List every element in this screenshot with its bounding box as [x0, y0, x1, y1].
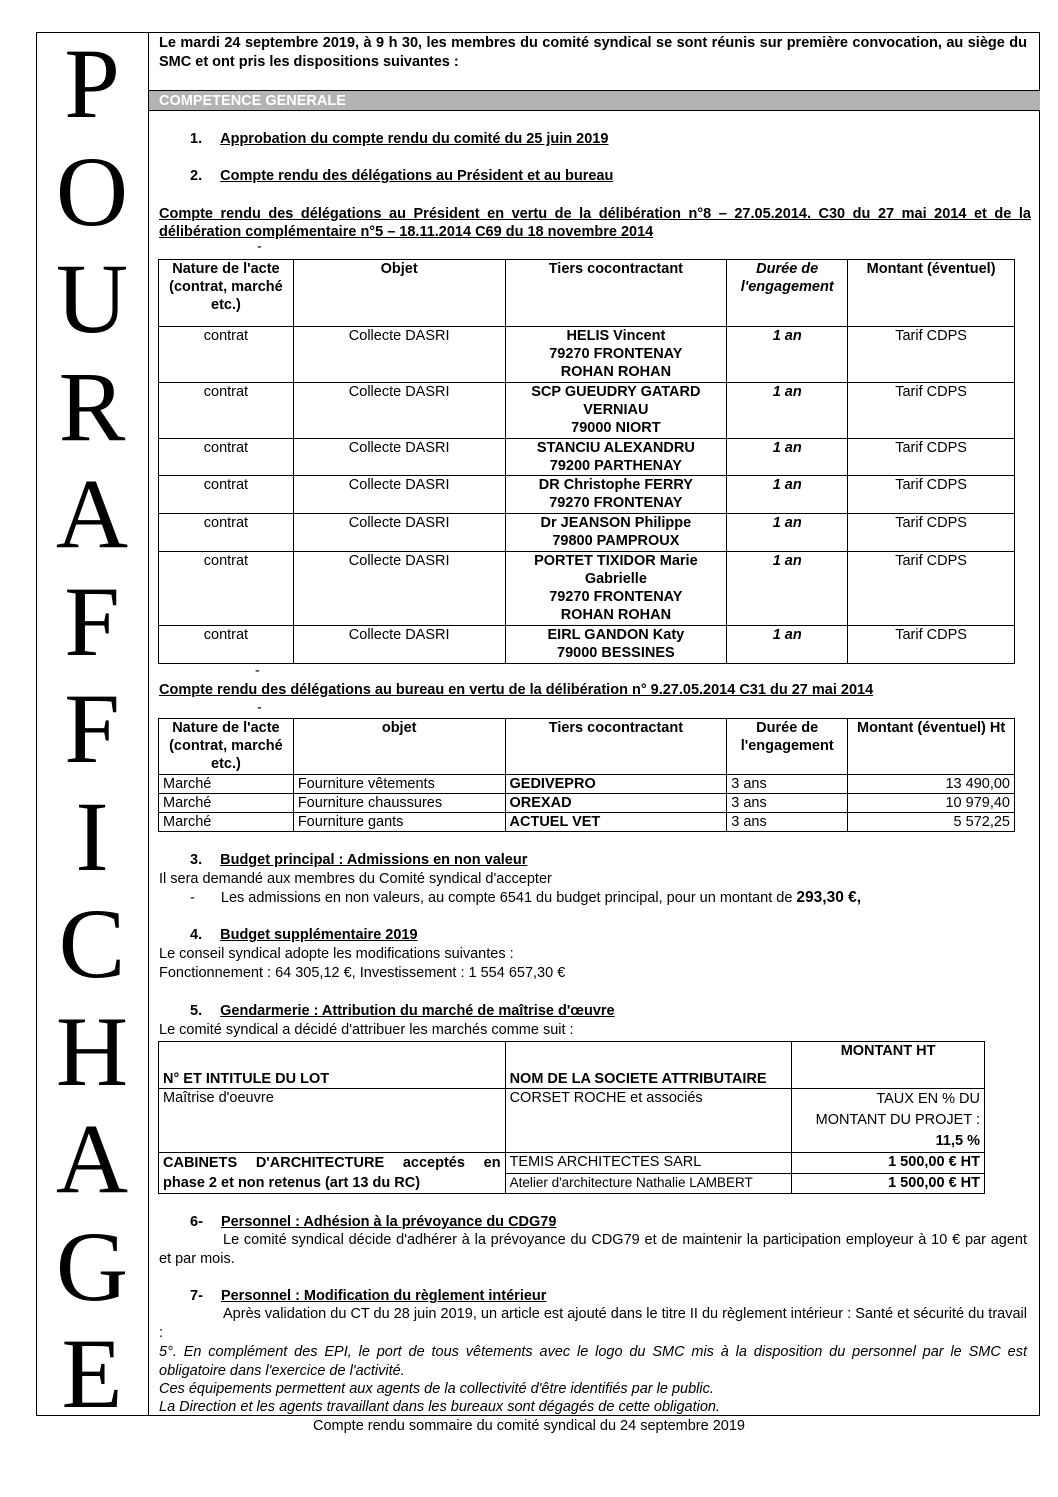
cell-montant: 10 979,40 — [848, 794, 1015, 813]
cell-tiers: OREXAD — [505, 794, 727, 813]
table-header-row — [159, 719, 1015, 775]
table-row — [159, 439, 1015, 476]
item-number: 7- — [190, 1288, 203, 1304]
cell-objet: Collecte DASRI — [293, 476, 505, 514]
cell-tiers — [505, 626, 727, 664]
col-header: objet — [293, 719, 505, 775]
cell-montant: Tarif CDPS — [848, 626, 1015, 664]
item-title: Personnel : Modification du règlement intérieur — [220, 1288, 547, 1304]
cell-nature: contrat — [159, 552, 294, 626]
vertical-letter: U — [55, 243, 129, 354]
tiers-line: ROHAN ROHAN — [560, 364, 672, 380]
table-row — [159, 794, 1015, 813]
cell-tiers — [505, 439, 727, 476]
vertical-letter: P — [64, 28, 120, 139]
cell-duree: 1 an — [727, 552, 848, 626]
cell-tiers: GEDIVEPRO — [505, 775, 727, 794]
tiers-line: 79000 BESSINES — [557, 645, 675, 661]
item-4-text: Le conseil syndical adopte les modifications suivantes : — [159, 946, 514, 962]
item-number: 4. — [190, 927, 203, 943]
tiers-line: VERNIAU — [583, 402, 649, 418]
item-number: 2. — [190, 168, 203, 184]
dash: - — [255, 663, 260, 679]
cell-duree: 1 an — [727, 327, 848, 383]
item-7-italic-1: 5°. En complément des EPI, le port de tous vêtements avec le logo du SMC mis à la disposition du personnel par le SMC est obligatoire dans l'exercice de l'activité. — [159, 1344, 1027, 1379]
item-number: 5. — [190, 1003, 203, 1019]
deleg-bureau-title: Compte rendu des délégations au bureau en vertu de la délibération n° 9.27.05.2014 C31 du 27 mai 2014 — [159, 682, 874, 698]
table-row — [159, 813, 1015, 832]
table-row — [159, 1153, 985, 1174]
tiers-line: HELIS Vincent — [566, 328, 666, 344]
cell-societe: TEMIS ARCHITECTES SARL — [505, 1153, 792, 1174]
item-5 — [190, 1003, 615, 1019]
col-header: Objet — [293, 260, 505, 327]
item-title: Approbation du compte rendu du comité du 25 juin 2019 — [220, 131, 609, 147]
cell-tiers — [505, 327, 727, 383]
montant-line: TAUX EN % DU — [876, 1091, 980, 1107]
tiers-line: ROHAN ROHAN — [560, 607, 672, 623]
table-row — [159, 514, 1015, 552]
cell-montant: 5 572,25 — [848, 813, 1015, 832]
item-number: 1. — [190, 131, 203, 147]
cell-tiers — [505, 514, 727, 552]
vertical-letter: G — [55, 1210, 129, 1322]
montant-line: MONTANT DU PROJET : — [815, 1112, 980, 1128]
cell-montant: 1 500,00 € HT — [792, 1153, 985, 1174]
bullet-amount: 293,30 €, — [796, 889, 862, 906]
tiers-line: EIRL GANDON Katy — [547, 627, 685, 643]
cell-montant: 1 500,00 € HT — [792, 1173, 985, 1194]
cell-duree: 3 ans — [727, 813, 848, 832]
cell-lot: CABINETS D'ARCHITECTURE acceptés en phase 2 et non retenus (art 13 du RC) — [159, 1153, 506, 1194]
cell-duree: 1 an — [727, 383, 848, 439]
cell-tiers — [505, 476, 727, 514]
cell-nature: contrat — [159, 476, 294, 514]
marche-attribution-table — [158, 1041, 985, 1194]
dash: - — [257, 700, 262, 716]
cell-duree: 3 ans — [727, 794, 848, 813]
item-7-italic-2: Ces équipements permettent aux agents de la collectivité d'être identifiés par le public. — [159, 1381, 714, 1397]
cell-montant: Tarif CDPS — [848, 383, 1015, 439]
tiers-line: 79000 NIORT — [571, 420, 661, 436]
table-row — [159, 626, 1015, 664]
cell-objet: Collecte DASRI — [293, 626, 505, 664]
table-header-row — [159, 260, 1015, 327]
cell-duree: 1 an — [727, 514, 848, 552]
item-3-text: Il sera demandé aux membres du Comité syndical d'accepter — [159, 871, 552, 887]
cell-objet: Collecte DASRI — [293, 383, 505, 439]
tiers-line: Gabrielle — [584, 571, 647, 587]
table-row — [159, 552, 1015, 626]
table-row — [159, 775, 1015, 794]
tiers-line: 79270 FRONTENAY — [549, 495, 683, 511]
tiers-line: 79270 FRONTENAY — [549, 346, 683, 362]
cell-objet: Fourniture chaussures — [293, 794, 505, 813]
table-row — [159, 476, 1015, 514]
cell-nature: contrat — [159, 439, 294, 476]
item-3 — [190, 852, 527, 868]
cell-objet: Fourniture gants — [293, 813, 505, 832]
item-7-text: Après validation du CT du 28 juin 2019, un article est ajouté dans le titre II du règlement intérieur : Santé et sécurité du travail : — [159, 1306, 1027, 1341]
item-1 — [190, 131, 608, 147]
col-header: Tiers cocontractant — [505, 260, 727, 327]
vertical-letter: A — [55, 458, 129, 569]
cell-societe: CORSET ROCHE et associés — [505, 1089, 792, 1153]
vertical-letter: C — [58, 888, 126, 999]
cell-nature: contrat — [159, 626, 294, 664]
section-banner: COMPETENCE GENERALE — [149, 91, 1040, 111]
table-row — [159, 1089, 985, 1153]
table-row — [159, 383, 1015, 439]
item-4-detail: Fonctionnement : 64 305,12 €, Investissement : 1 554 657,30 € — [159, 965, 566, 981]
item-title: Budget supplémentaire 2019 — [220, 927, 418, 943]
cell-tiers — [505, 383, 727, 439]
cell-objet: Collecte DASRI — [293, 439, 505, 476]
cell-societe: Atelier d'architecture Nathalie LAMBERT — [505, 1173, 792, 1194]
item-title: Gendarmerie : Attribution du marché de maîtrise d'œuvre — [220, 1003, 615, 1019]
cell-objet: Collecte DASRI — [293, 514, 505, 552]
deleg-president-title: Compte rendu des délégations au Président en vertu de la délibération n°8 – 27.05.2014. C30 du 27 mai 2014 et de la délibération complémentaire n°5 – 18.11.2014 C69 du 18 novembre 2014 — [159, 206, 1031, 240]
montant-line: 11,5 % — [935, 1133, 980, 1149]
vertical-letter: O — [55, 135, 129, 247]
col-header: Nature de l'acte (contrat, marché etc.) — [159, 260, 294, 327]
col-header: N° ET INTITULE DU LOT — [159, 1042, 506, 1089]
item-7 — [190, 1288, 546, 1304]
cell-montant: Tarif CDPS — [848, 476, 1015, 514]
item-7-italic-3: La Direction et les agents travaillant dans les bureaux sont dégagés de cette obligation. — [159, 1399, 721, 1415]
cell-duree: 1 an — [727, 476, 848, 514]
item-6 — [190, 1214, 556, 1230]
col-header: Durée de l'engagement — [727, 719, 848, 775]
cell-objet: Fourniture vêtements — [293, 775, 505, 794]
item-title: Budget principal : Admissions en non valeur — [220, 852, 528, 868]
president-delegations-table — [158, 259, 1015, 664]
tiers-line: STANCIU ALEXANDRU — [536, 440, 695, 456]
cell-tiers — [505, 552, 727, 626]
cell-montant: Tarif CDPS — [848, 514, 1015, 552]
bureau-delegations-table — [158, 718, 1015, 832]
bullet-dash: - — [190, 890, 195, 906]
cell-lot: Maîtrise d'oeuvre — [159, 1089, 506, 1153]
vertical-letter: H — [55, 995, 129, 1107]
vertical-letter: I — [75, 780, 109, 892]
item-4 — [190, 927, 418, 943]
cell-montant: 13 490,00 — [848, 775, 1015, 794]
item-6-text: Le comité syndical décide d'adhérer à la prévoyance du CDG79 et de maintenir la participation employeur à 10 € par agent et par mois. — [159, 1232, 1027, 1267]
col-header: NOM DE LA SOCIETE ATTRIBUTAIRE — [505, 1042, 792, 1089]
cell-montant: Tarif CDPS — [848, 552, 1015, 626]
cell-montant: Tarif CDPS — [848, 327, 1015, 383]
vertical-title — [40, 30, 144, 1428]
item-number: 3. — [190, 852, 203, 868]
col-header: Durée de l'engagement — [727, 260, 848, 327]
col-header: Tiers cocontractant — [505, 719, 727, 775]
cell-duree: 1 an — [727, 626, 848, 664]
table-header-row — [159, 1042, 985, 1089]
table-row — [159, 327, 1015, 383]
column-divider — [148, 32, 149, 1416]
cell-tiers: ACTUEL VET — [505, 813, 727, 832]
tiers-line: Dr JEANSON Philippe — [540, 515, 692, 531]
tiers-line: SCP GUEUDRY GATARD — [531, 384, 701, 400]
item-title: Personnel : Adhésion à la prévoyance du CDG79 — [220, 1214, 557, 1230]
dash: - — [257, 239, 262, 255]
tiers-line: PORTET TIXIDOR Marie — [534, 553, 698, 569]
item-5-text: Le comité syndical a décidé d'attribuer les marchés comme suit : — [159, 1022, 574, 1038]
intro-text: Le mardi 24 septembre 2019, à 9 h 30, les membres du comité syndical se sont réunis sur première convocation, au siège du SMC et ont pris les dispositions suivantes : — [159, 35, 1027, 70]
cell-duree: 1 an — [727, 439, 848, 476]
cell-objet: Collecte DASRI — [293, 552, 505, 626]
cell-duree: 3 ans — [727, 775, 848, 794]
tiers-line: DR Christophe FERRY — [538, 477, 693, 493]
item-title: Compte rendu des délégations au Président et au bureau — [220, 168, 614, 184]
item-number: 6- — [190, 1214, 203, 1230]
col-header: Montant (éventuel) Ht — [848, 719, 1015, 775]
vertical-letter: F — [64, 673, 120, 784]
cell-nature: Marché — [159, 813, 294, 832]
cell-objet: Collecte DASRI — [293, 327, 505, 383]
tiers-line: 79200 PARTHENAY — [549, 458, 682, 474]
vertical-letter: R — [58, 350, 126, 462]
bullet-text: Les admissions en non valeurs, au compte 6541 du budget principal, pour un montant de — [220, 890, 793, 906]
cell-nature: Marché — [159, 775, 294, 794]
cell-nature: contrat — [159, 383, 294, 439]
col-header: Nature de l'acte (contrat, marché etc.) — [159, 719, 294, 775]
tiers-line: 79270 FRONTENAY — [549, 589, 683, 605]
cell-nature: Marché — [159, 794, 294, 813]
cell-nature: contrat — [159, 514, 294, 552]
cell-montant — [792, 1089, 985, 1153]
vertical-letter: A — [55, 1103, 129, 1214]
cell-montant: Tarif CDPS — [848, 439, 1015, 476]
vertical-letter: F — [64, 565, 120, 677]
col-header: Montant (éventuel) — [848, 260, 1015, 327]
tiers-line: 79800 PAMPROUX — [552, 533, 680, 549]
vertical-letter: E — [61, 1318, 123, 1429]
page-footer: Compte rendu sommaire du comité syndical du 24 septembre 2019 — [312, 1418, 745, 1434]
col-header: MONTANT HT — [792, 1042, 985, 1089]
item-3-bullet — [190, 889, 861, 907]
item-2 — [190, 168, 613, 184]
cell-nature: contrat — [159, 327, 294, 383]
